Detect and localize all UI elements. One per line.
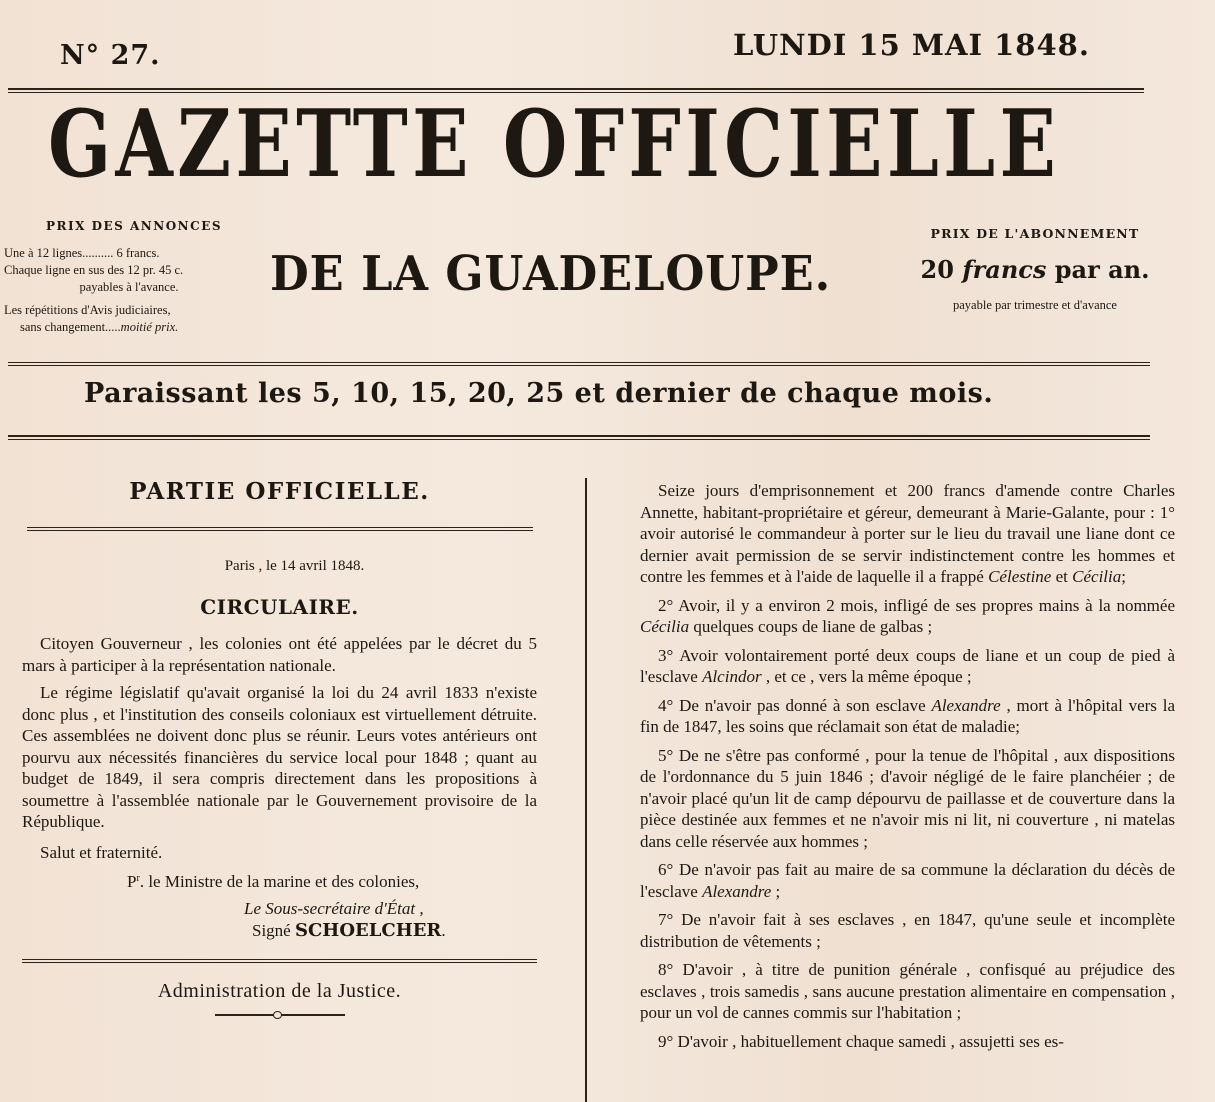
ads-price-line: Chaque ligne en sus des 12 pr. 45 c. [4,263,184,277]
paragraph: 7° De n'avoir fait à ses esclaves , en 1847, qu'une seule et incomplète distribution de vêtements ; [640,910,1175,951]
publication-schedule: Paraissant les 5, 10, 15, 20, 25 et dernier de chaque mois. [84,378,994,409]
paragraph: 4° De n'avoir pas donné à son esclave Alexandre , mort à l'hôpital vers la fin de 1847, les soins que réclamait son état de maladie; [640,695,1175,736]
signatory-name: SCHOELCHER [294,920,442,941]
subscription-unit: francs [962,255,1047,284]
paragraph: Citoyen Gouverneur , les colonies ont été appelées par le décret du 5 mars à participer à la représentation nationale. [22,634,537,675]
subscription-title: PRIX DE L'ABONNEMENT [930,226,1140,241]
person-name: Célestine [988,567,1052,586]
subscription-period: par an. [1054,255,1150,284]
dateline: Paris , le 14 avril 1848. [224,558,365,574]
signature-line-name [22,920,537,941]
ads-price-line: Les répétitions d'Avis judiciaires, [4,303,171,317]
judgment-text [640,480,1175,1052]
ads-price-line: payables à l'avance. [79,280,179,294]
signature-minister-text: . le Ministre de la marine et des colonies, [139,872,420,891]
paragraph: 2° Avoir, il y a environ 2 mois, infligé de ses propres mains à la nommée Cécilia quelques coups de liane de galbas ; [640,595,1175,636]
ads-price-box [4,218,254,336]
circular-body [22,633,537,863]
paragraph: 3° Avoir volontairement porté deux coups de liane et un coup de pied à l'esclave Alcindor , et ce , vers la même époque ; [640,645,1175,686]
subscription-box [905,226,1165,313]
issue-number: N° 27. [60,40,161,71]
signature-period: . [441,921,446,940]
paragraph: 5° De ne s'être pas conformé , pour la tenue de l'hôpital , aux dispositions de l'ordonnance du 5 juin 1846 ; d'avoir négligé de le faire planchéier ; de n'avoir placé qu'un lit de camp dépourvu de paillasse et de couverture dans la pièce destinée aux femmes et ne n'avoir mis ni lit, ni couverture , ni matelas dans celle réservée aux hommes ; [640,745,1175,851]
section-rule [27,527,533,528]
issue-date: LUNDI 15 MAI 1848. [733,28,1090,62]
section-rule [22,959,537,960]
column-divider [585,478,587,1102]
ornament-divider [215,1011,345,1019]
left-column [22,478,537,1019]
subscription-price [905,255,1165,284]
ads-price-half: moitié prix. [120,320,179,334]
masthead-subtitle: DE LA GUADELOUPE. [270,246,832,302]
ads-price-line: Une à 12 lignes.......... 6 francs. [4,246,160,260]
header-rule-bottom [8,435,1150,437]
paragraph: 9° D'avoir , habituellement chaque samedi , assujetti ses es- [658,1031,1064,1051]
ads-price-line [4,319,254,336]
section-title-administration-justice: Administration de la Justice. [157,980,402,1002]
ads-price-text: sans changement..... [20,320,121,334]
person-name: Cécilia [1072,567,1122,586]
section-title-partie-officielle: PARTIE OFFICIELLE. [129,478,430,505]
paragraph: 8° D'avoir , à titre de punition générale , confisqué au préjudice des esclaves , trois samedis , sans aucune prestation alimentaire en compensation , pour un vol de cannes commis sur l'habitation ; [640,960,1175,1022]
person-name: Alexandre [702,881,772,901]
signature-signed: Signé [252,921,291,940]
person-name: Cécilia [640,617,690,636]
signature-line-title: Le Sous-secrétaire d'État , [244,899,424,918]
masthead-title: GAZETTE OFFICIELLE [48,89,1061,199]
paragraph: Le régime législatif qu'avait organisé la loi du 24 avril 1833 n'existe donc plus , et l'institution des conseils coloniaux est virtuellement détruite. Ces assemblées ne doivent donc plus se réunir. Leurs votes antérieurs ont pourvu aux nécessités financières du service local pour 1848 ; quant au budget de 1849, il sera compris directement dans les propositions à soumettre à l'assemblée nationale par le Gouvernement provisoire de la République. [22,683,537,831]
subscription-note: payable par trimestre et d'avance [953,298,1117,312]
paragraph: 6° De n'avoir pas fait au maire de sa commune la déclaration du décès de l'esclave Alexandre ; [640,860,1175,901]
closing-salutation: Salut et fraternité. [40,842,163,862]
paragraph: Seize jours d'emprisonnement et 200 francs d'amende contre Charles Annette, habitant-propriétaire et géreur, demeurant à Marie-Galante, pour : 1° avoir autorisé le commandeur à porter sur le lieu du travail une liane dont ce dernier avait permission de se servir indistinctement contre les hommes et contre les femmes et à l'aide de laquelle il a frappé Célestine et Cécilia; [640,481,1175,586]
subscription-amount: 20 [920,255,954,284]
ornament-dot [273,1011,282,1019]
signature-line-minister [22,872,537,892]
signature-prefix: P [127,872,137,891]
ads-price-title: PRIX DES ANNONCES [45,219,223,233]
right-column [640,480,1175,1052]
signature-prefix-sup: r [136,873,140,884]
header-rule-middle [8,362,1150,363]
circular-title: CIRCULAIRE. [200,595,359,619]
person-name: Alexandre [931,695,1001,715]
person-name: Alcindor [702,667,762,686]
